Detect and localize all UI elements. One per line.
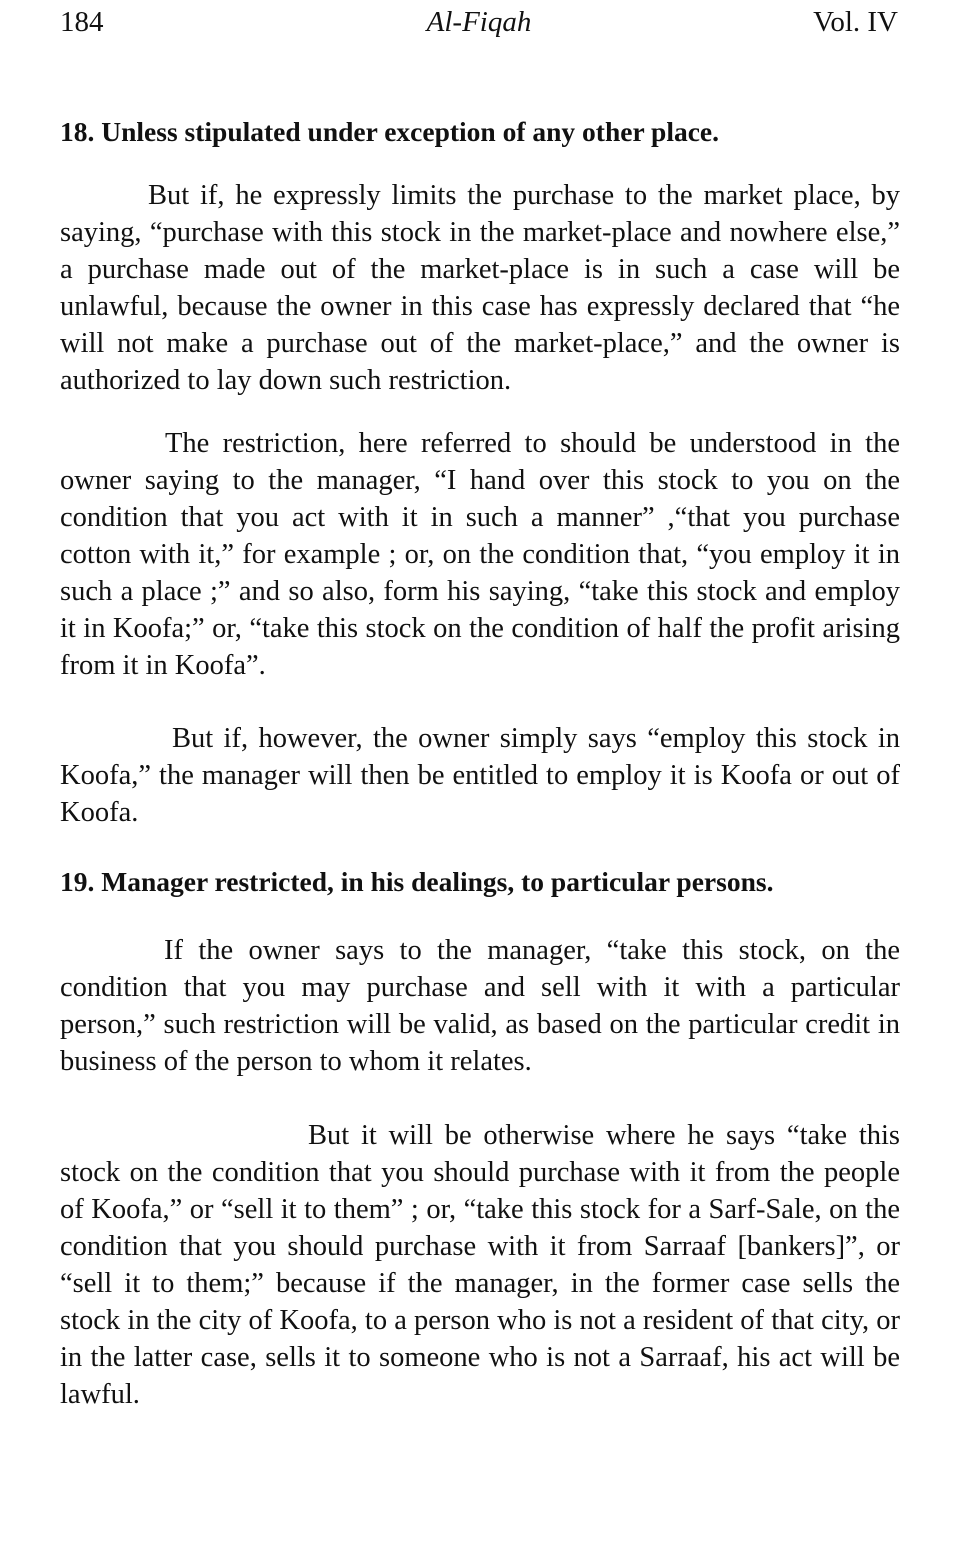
- volume-label: Vol. IV: [813, 6, 898, 38]
- paragraph: The restriction, here referred to should be understood in the owner saying to the manager, “I hand over this stock to you on the condition that you act with it in such a manner” ,“that you purchase cotton with it,” for example ; or, on the condition that, “you employ it in such a place ;” and so also, form his saying, “take this stock and employ it in Koofa;” or, “take this stock on the condition of half the profit arising from it in Koofa”.: [60, 428, 900, 681]
- section-18-heading: 18. Unless stipulated under exception of any other place.: [60, 116, 720, 147]
- running-header: [60, 2, 898, 42]
- page-number: 184: [60, 6, 104, 38]
- paragraph: If the owner says to the manager, “take this stock, on the condition that you may purchase and sell with it with a particular person,” such restriction will be valid, as based on the particular credit in business of the person to whom it relates.: [60, 935, 900, 1077]
- section-19-heading: 19. Manager restricted, in his dealings, to particular persons.: [60, 866, 774, 897]
- paragraph: But if, however, the owner simply says “employ this stock in Koofa,” the manager will then be entitled to employ it is Koofa or out of Koofa.: [60, 723, 900, 828]
- book-title: Al-Fiqah: [426, 6, 532, 38]
- paragraph: But if, he expressly limits the purchase to the market place, by saying, “purchase with this stock in the market-place and nowhere else,” a purchase made out of the market-place is in such a case will be unlawful, because the owner in this case has expressly declared that “he will not make a purchase out of the market-place,” and the owner is authorized to lay down such restriction.: [60, 180, 900, 396]
- paragraph: But it will be otherwise where he says “take this stock on the condition that you should purchase with it from the people of Koofa,” or “sell it to them” ; or, “take this stock for a Sarf-Sale, on the condition that you should purchase with it from Sarraaf [bankers]”, or “sell it to them;” because if the manager, in the former case sells the stock in the city of Koofa, to a person who is not a resident of that city, or in the latter case, sells it to someone who is not a Sarraaf, his act will be lawful.: [60, 1120, 900, 1410]
- page-body: [60, 112, 900, 1413]
